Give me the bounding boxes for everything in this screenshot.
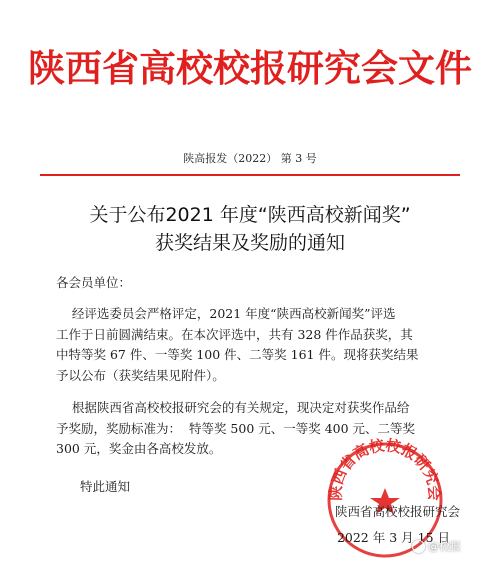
paragraph-line: 工作于日前圆满结束。在本次评选中，共有 328 件作品获奖，其 [56,326,413,342]
signing-organization: 陕西省高校校报研究会 [334,504,460,519]
header-divider [40,174,460,176]
document-header-title: 陕西省高校校报研究会文件 [28,47,472,90]
paragraph-line: 中特等奖 67 件、一等奖 100 件、二等奖 161 件。现将获奖结果 [56,347,419,362]
logo-icon [412,540,425,553]
paragraph-line: 予奖励，奖励标准为： 特等奖 500 元、一等奖 400 元、二等奖 [56,420,416,436]
paragraph-line: 予以公布（获奖结果见附件）。 [56,367,225,383]
notice-title-line-2: 获奖结果及奖励的通知 [154,232,345,254]
seal-text: 陕西省高校校报研究会 [326,436,444,501]
paragraph-results [56,304,456,386]
paragraph-line: 根据陕西省高校校报研究会的有关规定，现决定对获奖作品给 [56,400,410,415]
source-watermark [412,536,498,556]
greeting: 各会员单位： [56,275,132,290]
document-number: 陕高报发（2022） 第 3 号 [183,152,317,165]
signing-date: 2022 年 3 月 15 日 [336,530,450,545]
notice-title-line-1: 关于公布2021 年度“陕西高校新闻奖” [89,204,411,226]
paragraph-line: 经评选委员会严格评定，2021 年度“陕西高校新闻奖”评选 [56,306,396,321]
watermark-text: @校报 [428,540,461,553]
closing-line: 特此通知 [80,479,131,494]
paragraph-line: 300 元，奖金由各高校发放。 [56,441,222,456]
